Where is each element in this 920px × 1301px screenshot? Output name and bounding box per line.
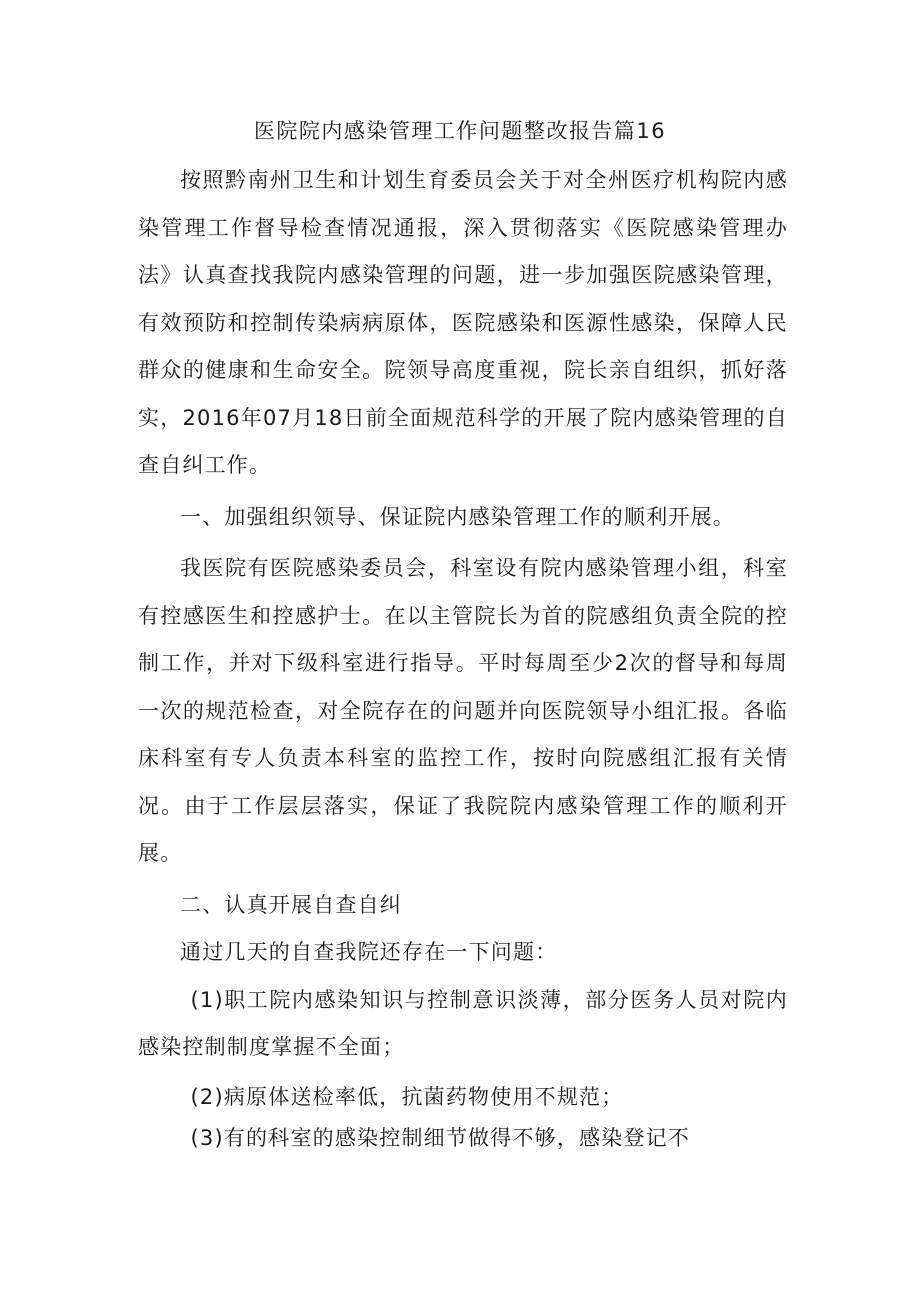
document-title: 医院院内感染管理工作问题整改报告篇16 <box>253 119 667 143</box>
list-item-3: (3)有的科室的感染控制细节做得不够，感染登记不 <box>190 1125 691 1150</box>
section-heading-2: 二、认真开展自查自纠 <box>180 892 402 917</box>
paragraph-intro: 按照黔南州卫生和计划生育委员会关于对全州医疗机构院内感染管理工作督导检查情况通报，深入贯彻落实《医院感染管理办法》认真查找我院内感染管理的问题，进一步加强医院感染管理，有效预防和控制传染病病原体，医院感染和医源性感染，保障人民群众的健康和生命安全。院领导高度重视，院长亲自组织，抓好落实，2016年07月18日前全面规范科学的开展了院内感染管理的自查自纠工作。 <box>138 168 788 477</box>
list-item-2: (2)病原体送检率低，抗菌药物使用不规范； <box>190 1084 624 1109</box>
list-item-1: (1)职工院内感染知识与控制意识淡薄，部分医务人员对院内感染控制制度掌握不全面； <box>138 987 788 1059</box>
section-heading-1: 一、加强组织领导、保证院内感染管理工作的顺利开展。 <box>180 504 735 529</box>
paragraph-organization: 我医院有医院感染委员会，科室设有院内感染管理小组，科室有控感医生和控感护士。在以主管院长为首的院感组负责全院的控制工作，并对下级科室进行指导。平时每周至少2次的督导和每周一次的规范检查，对全院存在的问题并向医院领导小组汇报。各临床科室有专人负责本科室的监控工作，按时向院感组汇报有关情况。由于工作层层落实，保证了我院院内感染管理工作的顺利开展。 <box>138 556 788 865</box>
document-body <box>138 157 788 1158</box>
paragraph-problems-intro: 通过几天的自查我院还存在一下问题： <box>180 940 558 964</box>
